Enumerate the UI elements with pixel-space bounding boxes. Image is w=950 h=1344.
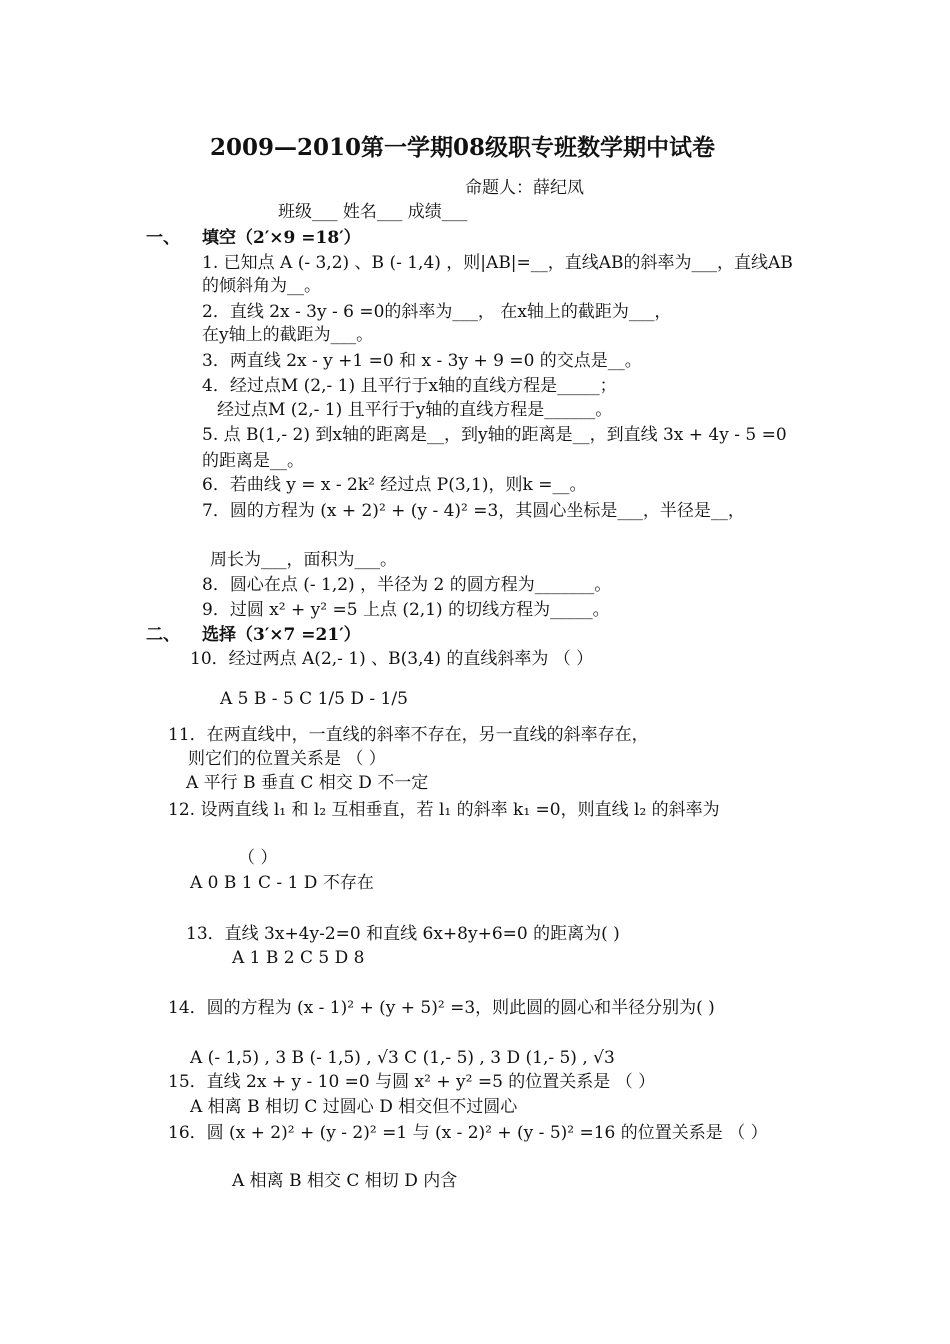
question-text: 则它们的位置关系是 （ ） — [188, 749, 386, 769]
question-text: 4．经过点M (2,- 1) 且平行于x轴的直线方程是_____； — [202, 376, 617, 396]
question-text: 5. 点 B(1,- 2) 到x轴的距离是__，到y轴的距离是__，到直线 3x + 4y - 5 =0 — [202, 425, 787, 445]
question-text: 9．过圆 x² + y² =5 上点 (2,1) 的切线方程为_____。 — [202, 600, 610, 620]
question-text: 的距离是__。 — [202, 451, 304, 471]
question-text: 15．直线 2x + y - 10 =0 与圆 x² + y² =5 的位置关系是 （ ） — [168, 1072, 656, 1092]
question-text: 的倾斜角为__。 — [202, 276, 321, 296]
section-fill-title: 填空（2′×9 =18′） — [202, 228, 361, 248]
question-text: 3．两直线 2x - y +1 =0 和 x - 3y + 9 =0 的交点是__。 — [202, 351, 642, 371]
question-text: 10．经过两点 A(2,- 1) 、B(3,4) 的直线斜率为 （ ） — [190, 649, 594, 669]
question-text: 2．直线 2x - 3y - 6 =0的斜率为___， 在x轴上的截距为___， — [202, 302, 672, 322]
answer-options: A 相离 B 相交 C 相切 D 内含 — [232, 1171, 458, 1191]
exam-title: 2009—2010第一学期08级职专班数学期中试卷 — [210, 134, 716, 161]
question-text: 13．直线 3x+4y-2=0 和直线 6x+8y+6=0 的距离为( ) — [186, 924, 620, 944]
question-text: 7．圆的方程为 (x + 2)² + (y - 4)² =3，其圆心坐标是___，半径是__， — [202, 501, 745, 521]
question-text: （ ） — [238, 848, 278, 868]
author-line: 命题人：薛纪凤 — [465, 178, 584, 198]
question-text: 在y轴上的截距为___。 — [202, 325, 374, 345]
answer-options: A 平行 B 垂直 C 相交 D 不一定 — [186, 773, 429, 793]
student-info-line: 班级___ 姓名___ 成绩___ — [278, 202, 468, 222]
answer-options: A 0 B 1 C - 1 D 不存在 — [190, 873, 374, 893]
section-fill-number: 一、 — [146, 228, 180, 248]
answer-options: A 1 B 2 C 5 D 8 — [232, 948, 365, 968]
question-text: 16．圆 (x + 2)² + (y - 2)² =1 与 (x - 2)² + (y - 5)² =16 的位置关系是 （ ） — [168, 1123, 768, 1143]
answer-options: A (- 1,5) , 3 B (- 1,5) , √3 C (1,- 5) , 3 D (1,- 5) , √3 — [190, 1048, 615, 1068]
answer-options: A 5 B - 5 C 1/5 D - 1/5 — [220, 689, 408, 709]
question-text: 14．圆的方程为 (x - 1)² + (y + 5)² =3，则此圆的圆心和半径分别为( ) — [168, 998, 715, 1018]
question-text: 经过点M (2,- 1) 且平行于y轴的直线方程是______。 — [217, 400, 613, 420]
answer-options: A 相离 B 相切 C 过圆心 D 相交但不过圆心 — [190, 1097, 518, 1117]
section-choice-number: 二、 — [146, 625, 180, 645]
question-text: 12. 设两直线 l₁ 和 l₂ 互相垂直，若 l₁ 的斜率 k₁ =0，则直线 l₂ 的斜率为 — [168, 800, 720, 820]
question-text: 6．若曲线 y = x - 2k² 经过点 P(3,1)，则k =__。 — [202, 475, 587, 495]
section-choice-title: 选择（3′×7 =21′） — [202, 625, 361, 645]
question-text: 周长为___，面积为___。 — [210, 550, 397, 570]
question-text: 8．圆心在点 (- 1,2) ，半径为 2 的圆方程为_______。 — [202, 575, 612, 595]
question-text: 11．在两直线中，一直线的斜率不存在，另一直线的斜率存在， — [168, 725, 649, 745]
question-text: 1. 已知点 A (- 3,2) 、B (- 1,4) ，则|AB|=__，直线AB的斜率为___，直线AB — [202, 253, 793, 273]
